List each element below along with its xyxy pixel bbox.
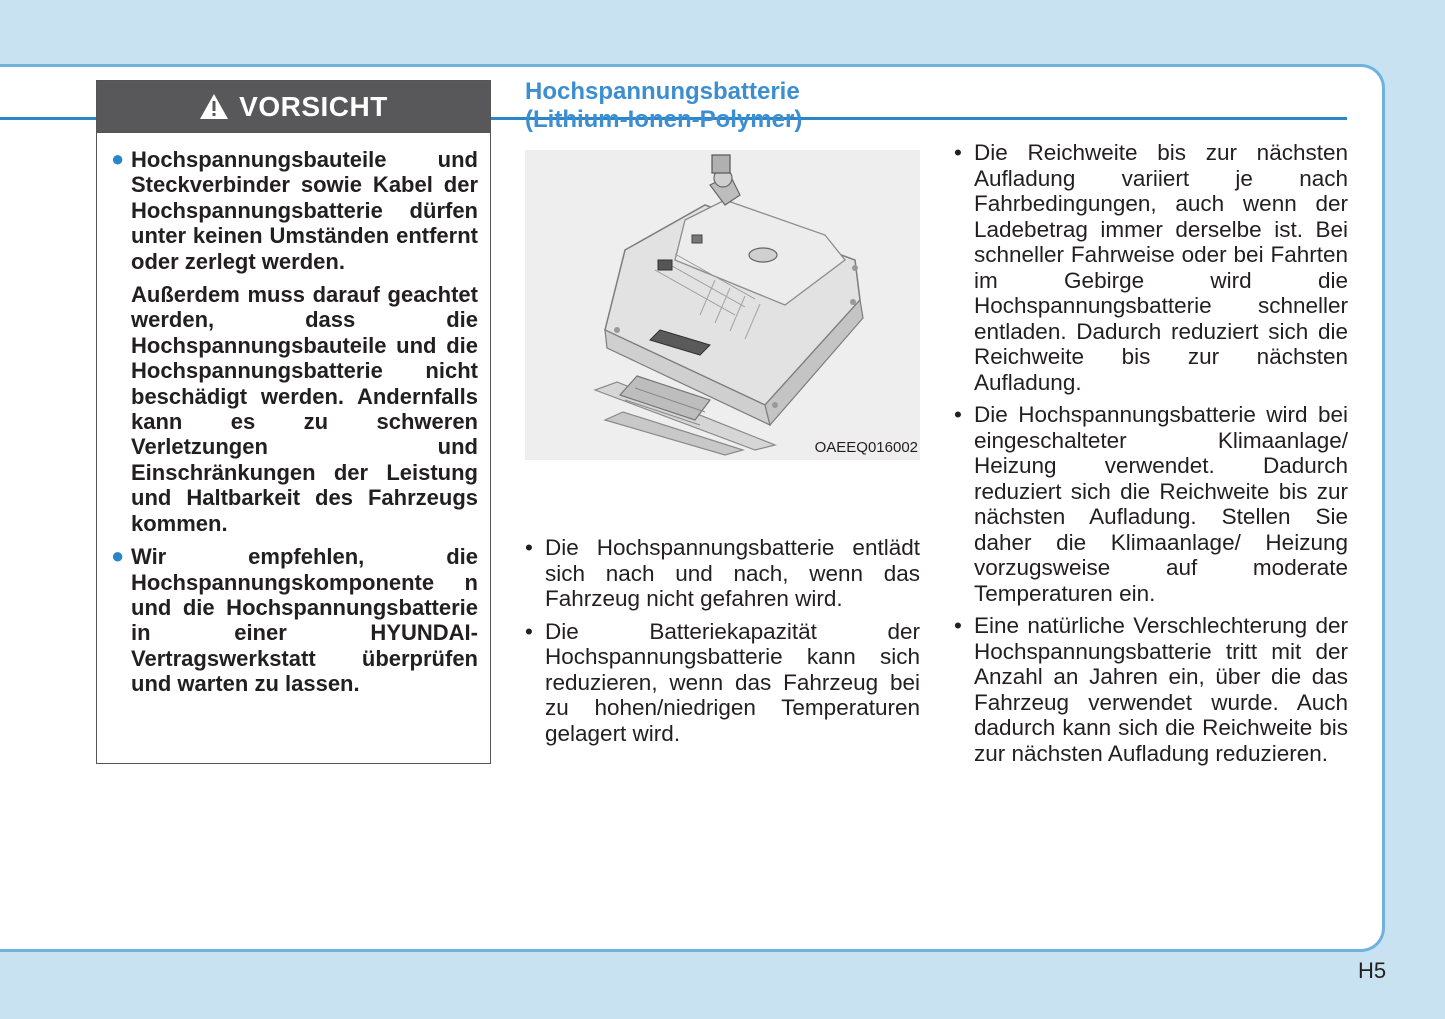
caution-body [97,133,490,697]
caution-item [109,147,478,536]
list-item-text: Die Batteriekapazität der Hochspannungsbatterie kann sich reduzieren, wenn das Fahrzeug bei zu hohen/niedrigen Temperaturen gelagert wird. [545,618,920,746]
list-item-text: Die Reichweite bis zur nächsten Aufladung variiert je nach Fahrbedingungen, auch wenn der Ladebetrag immer derselbe ist. Bei schneller Fahrweise oder bei Fahrten im Gebirge wird die Hochspannungsbatterie schneller entladen. Dadurch reduziert sich die Reichweite bis zur nächsten Aufladung. [974,140,1348,395]
list-item-text: Die Hochspannungsbatterie entlädt sich nach und nach, wenn das Fahrzeug nicht gefahren wird. [545,535,920,611]
bullet-icon: • [525,618,533,644]
bullet-icon: ● [111,146,125,171]
warning-triangle-icon [199,93,229,120]
middle-bullet-list [525,535,920,753]
bullet-icon: • [954,613,962,638]
battery-pack-drawing [525,150,920,460]
list-item-text: Die Hochspannungsbatterie wird bei eingeschalteter Klimaanlage/ Heizung verwendet. Dadurch reduziert sich die Reichweite bis zur nächsten Aufladung. Stellen Sie daher die Klimaanlage/ Heizung vorzugsweise auf moderate Temperaturen ein. [974,402,1348,606]
caution-box [96,80,491,764]
list-item [954,402,1348,606]
right-bullet-list [954,140,1348,773]
bullet-icon: ● [111,543,125,569]
caution-header [97,81,490,133]
list-item-text: Eine natürliche Verschlechterung der Hochspannungsbatterie tritt mit der Anzahl an Jahren ein, über die das Fahrzeug verwendet wurde. Auch dadurch kann sich die Reichweite bis zur nächsten Aufladung reduzieren. [974,613,1348,766]
section-title-line: Hochspannungsbatterie [525,78,800,105]
list-item [954,613,1348,766]
section-title [525,78,925,134]
battery-illustration [525,150,920,460]
list-item [954,140,1348,395]
caution-item [109,544,478,696]
bullet-icon: • [525,535,533,560]
caution-item-text: Wir empfehlen, die Hochspannungskomponente n und die Hochspannungsbatterie in einer HYUNDAI-Vertragswerkstatt überprüfen und warten zu lassen. [131,544,478,697]
section-title-line: (Lithium-Ionen-Polymer) [525,106,803,133]
caution-title: VORSICHT [239,90,388,122]
bullet-icon: • [954,402,962,427]
figure-code: OAEEQ016002 [814,439,918,456]
bullet-icon: • [954,140,962,165]
caution-item-text: Außerdem muss darauf geachtet werden, dass die Hochspannungsbauteile und die Hochspannungsbatterie nicht beschädigt werden. Andernfalls kann es zu schweren Verletzungen und Einschränkungen der Leistung und Haltbarkeit des Fahrzeugs kommen. [131,282,478,536]
list-item [525,535,920,612]
list-item [525,619,920,747]
caution-item-text: Hochspannungsbauteile und Steckverbinder sowie Kabel der Hochspannungsbatterie dürfen unter keinen Umständen entfernt oder zerlegt werden. [131,147,478,274]
page-number: H5 [1358,958,1387,983]
